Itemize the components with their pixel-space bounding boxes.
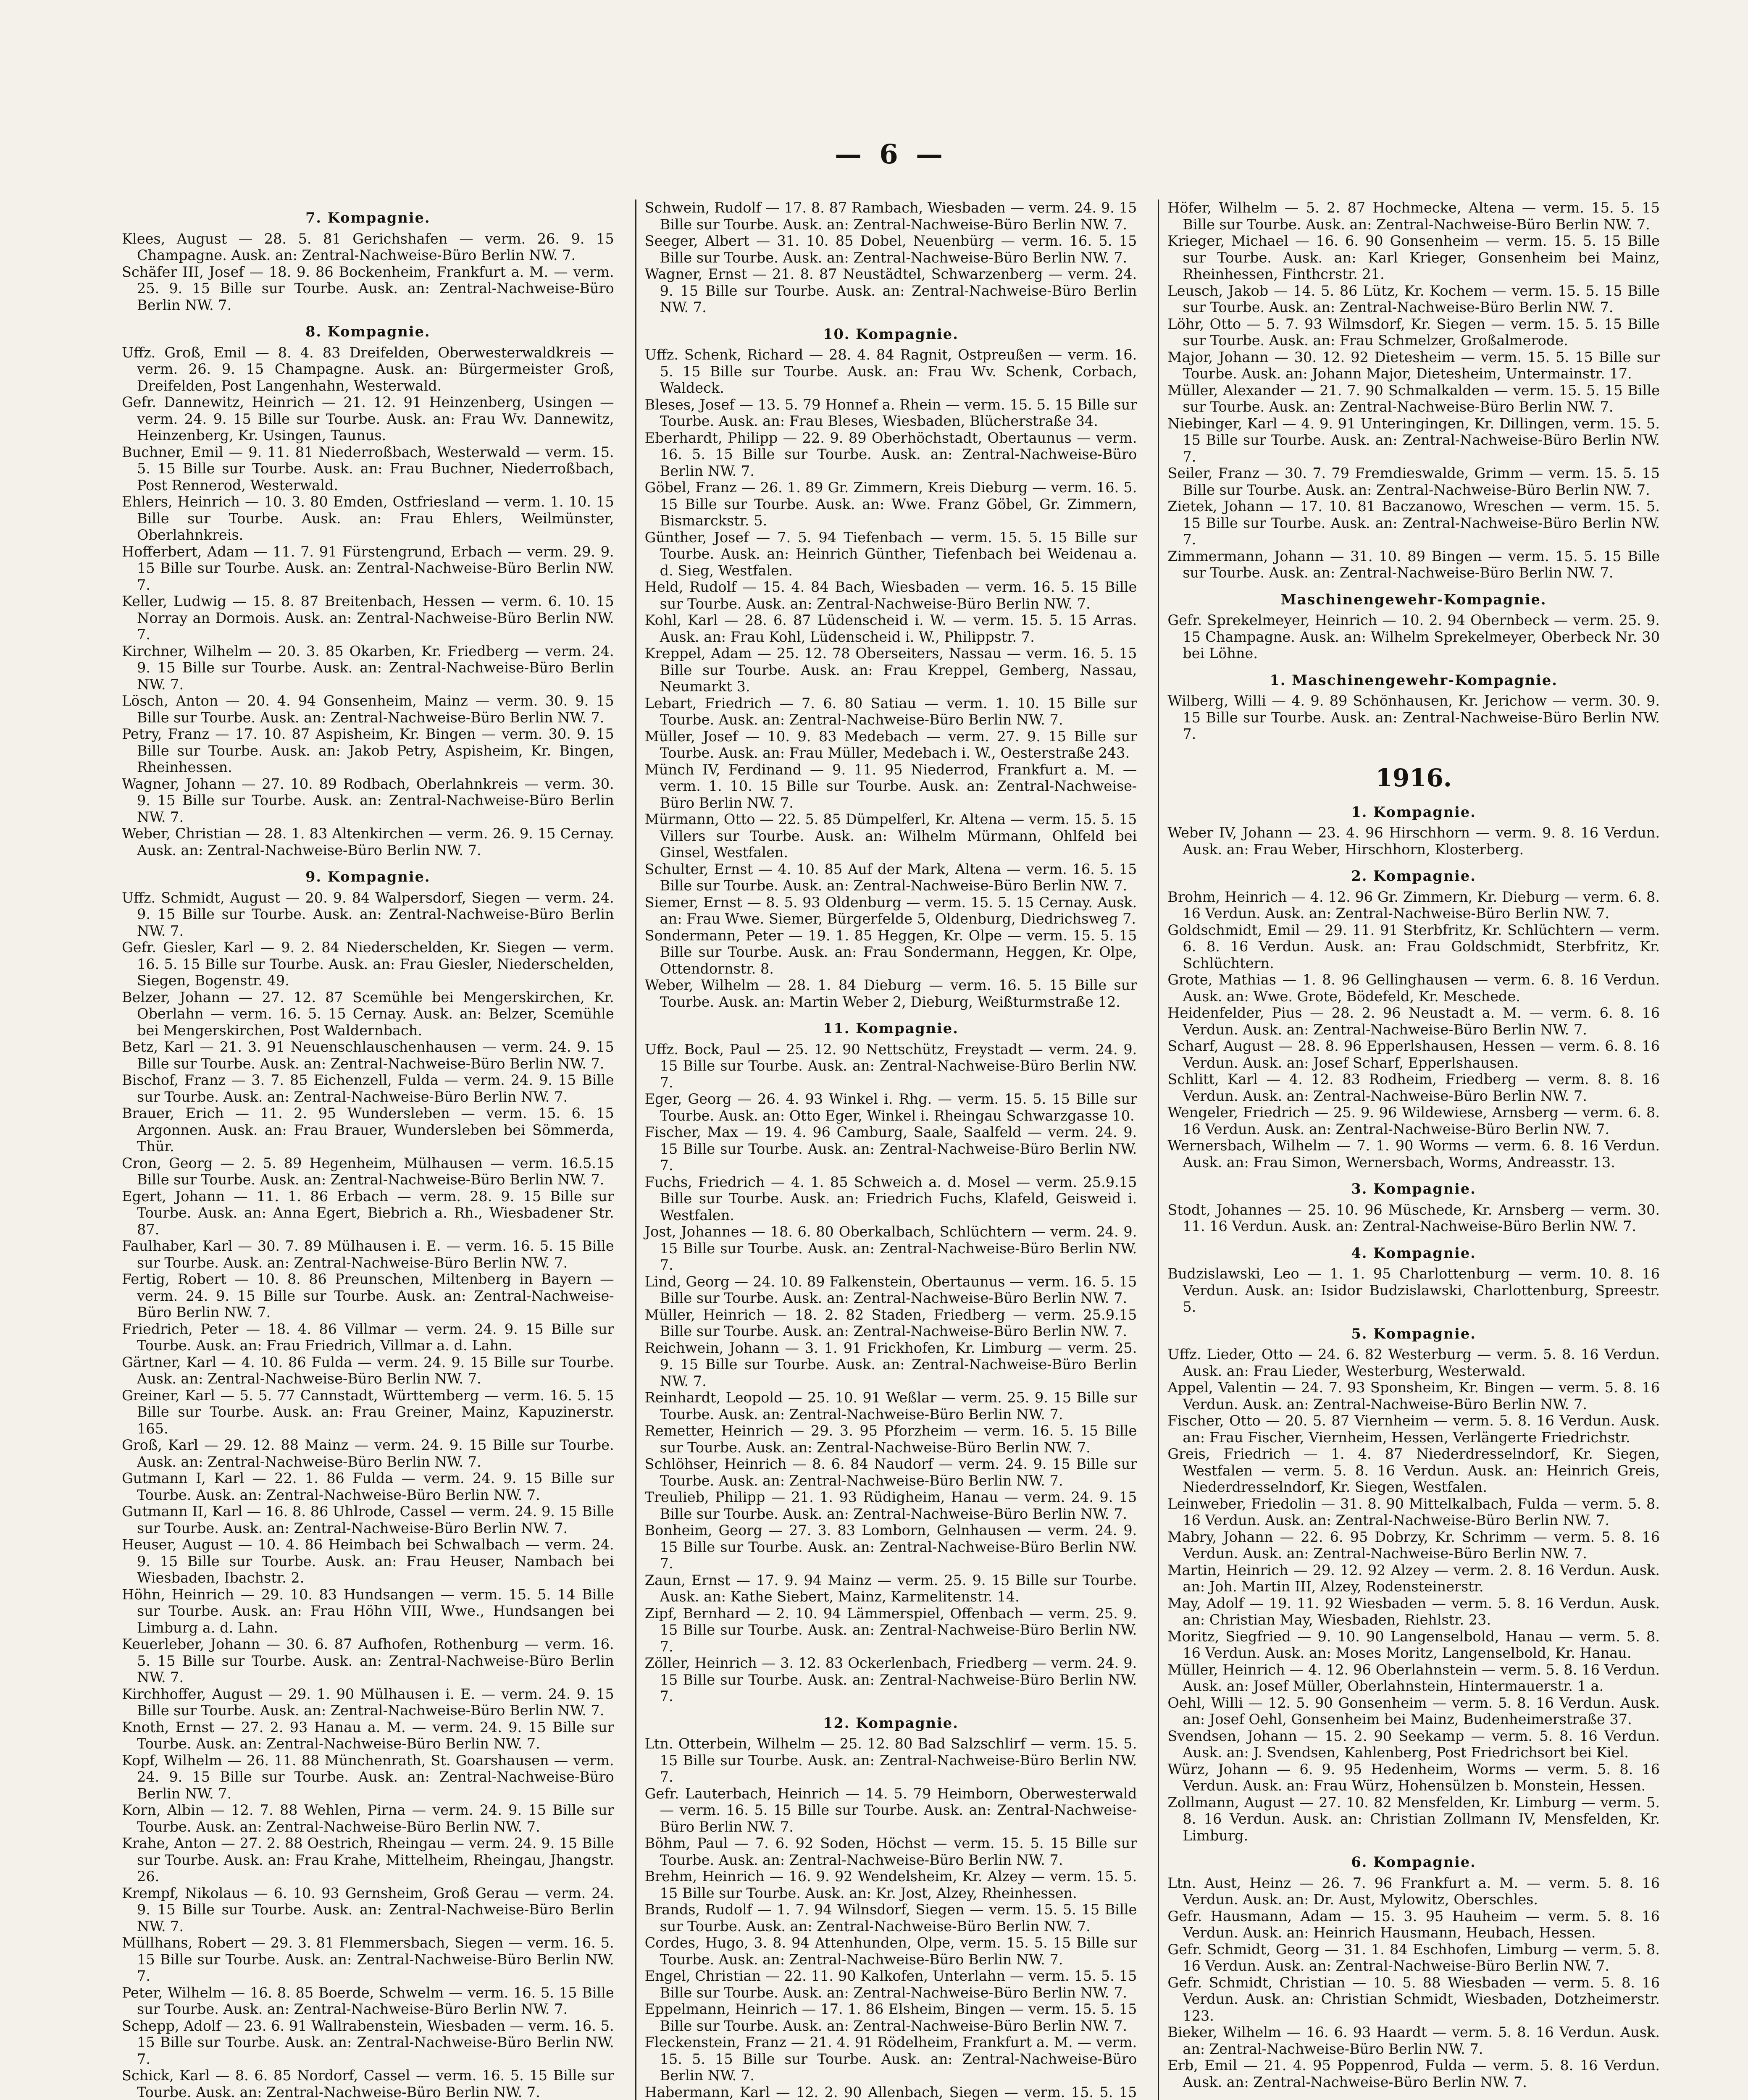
list-entry: Gefr. Schmidt, Christian — 10. 5. 88 Wiesbaden — verm. 5. 8. 16 Verdun. Ausk. an: Christian Schmidt, Wiesbaden, Dotzheimerstr. 123. <box>1167 1974 1660 2024</box>
list-entry: Fertig, Robert — 10. 8. 86 Preunschen, Miltenberg in Bayern — verm. 24. 9. 15 Bille sur Tourbe. Ausk. an: Zentral-Nachweise-Büro Berlin NW. 7. <box>122 1271 614 1320</box>
list-entry: Zietek, Johann — 17. 10. 81 Baczanowo, Wreschen — verm. 15. 5. 15 Bille sur Tourbe. Ausk. an: Zentral-Nachweise-Büro Berlin NW. 7. <box>1167 498 1660 548</box>
list-entry: Gutmann I, Karl — 22. 1. 86 Fulda — verm. 24. 9. 15 Bille sur Tourbe. Ausk. an: Zentral-Nachweise-Büro Berlin NW. 7. <box>122 1470 614 1503</box>
list-entry: Müller, Heinrich — 4. 12. 96 Oberlahnstein — verm. 5. 8. 16 Verdun. Ausk. an: Josef Müller, Oberlahnstein, Hintermauerstr. 1 a. <box>1167 1661 1660 1694</box>
page-number: — 6 — <box>834 139 947 170</box>
list-entry: Lebart, Friedrich — 7. 6. 80 Satiau — verm. 1. 10. 15 Bille sur Tourbe. Ausk. an: Zentral-Nachweise-Büro Berlin NW. 7. <box>644 695 1137 728</box>
columns-container <box>122 200 1660 2100</box>
list-entry: Svendsen, Johann — 15. 2. 90 Seekamp — verm. 5. 8. 16 Verdun. Ausk. an: J. Svendsen, Kahlenberg, Post Friedrichsort bei Kiel. <box>1167 1727 1660 1761</box>
list-entry: Egert, Johann — 11. 1. 86 Erbach — verm. 28. 9. 15 Bille sur Tourbe. Ausk. an: Anna Egert, Biebrich a. Rh., Wiesbadener Str. 87. <box>122 1188 614 1238</box>
list-entry: Erb, Emil — 21. 4. 95 Poppenrod, Fulda — verm. 5. 8. 16 Verdun. Ausk. an: Zentral-Nachweise-Büro Berlin NW. 7. <box>1167 2057 1660 2090</box>
list-entry: Leinweber, Friedolin — 31. 8. 90 Mittelkalbach, Fulda — verm. 5. 8. 16 Verdun. Ausk. an: Zentral-Nachweise-Büro Berlin NW. 7. <box>1167 1495 1660 1528</box>
list-entry: Gefr. Dannewitz, Heinrich — 21. 12. 91 Heinzenberg, Usingen — verm. 24. 9. 15 Bille sur Tourbe. Ausk. an: Frau Wv. Dannewitz, Heinzenberg, Kr. Usingen, Taunus. <box>122 394 614 444</box>
list-entry: Greiner, Karl — 5. 5. 77 Cannstadt, Württemberg — verm. 16. 5. 15 Bille sur Tourbe. Ausk. an: Frau Greiner, Mainz, Kapuzinerstr. 165. <box>122 1387 614 1437</box>
list-entry: Eberhardt, Philipp — 22. 9. 89 Oberhöchstadt, Obertaunus — verm. 16. 5. 15 Bille sur Tourbe. Ausk. an: Zentral-Nachweise-Büro Berlin NW. 7. <box>644 429 1137 479</box>
list-entry: Jost, Johannes — 18. 6. 80 Oberkalbach, Schlüchtern — verm. 24. 9. 15 Bille sur Tourbe. Ausk. an: Zentral-Nachweise-Büro Berlin NW. 7. <box>644 1223 1137 1273</box>
list-entry: Wengeler, Friedrich — 25. 9. 96 Wildewiese, Arnsberg — verm. 6. 8. 16 Verdun. Ausk. an: Zentral-Nachweise-Büro Berlin NW. 7. <box>1167 1104 1660 1137</box>
list-entry: Gefr. Schmidt, Georg — 31. 1. 84 Eschhofen, Limburg — verm. 5. 8. 16 Verdun. Ausk. an: Zentral-Nachweise-Büro Berlin NW. 7. <box>1167 1941 1660 1974</box>
list-entry: Gärtner, Karl — 4. 10. 86 Fulda — verm. 24. 9. 15 Bille sur Tourbe. Ausk. an: Zentral-Nachweise-Büro Berlin NW. 7. <box>122 1354 614 1387</box>
list-entry: Gefr. Lauterbach, Heinrich — 14. 5. 79 Heimborn, Oberwesterwald — verm. 16. 5. 15 Bille sur Tourbe. Ausk. an: Zentral-Nachweise-Büro Berlin NW. 7. <box>644 1785 1137 1835</box>
list-entry: Brands, Rudolf — 1. 7. 94 Wilnsdorf, Siegen — verm. 15. 5. 15 Bille sur Tourbe. Ausk. an: Zentral-Nachweise-Büro Berlin NW. 7. <box>644 1901 1137 1935</box>
list-entry: Moritz, Siegfried — 9. 10. 90 Langenselbold, Hanau — verm. 5. 8. 16 Verdun. Ausk. an: Moses Moritz, Langenselbold, Kr. Hanau. <box>1167 1628 1660 1661</box>
list-entry: Budzislawski, Leo — 1. 1. 95 Charlottenburg — verm. 10. 8. 16 Verdun. Ausk. an: Isidor Budzislawski, Charlottenburg, Spreestr. 5. <box>1167 1265 1660 1315</box>
list-entry: Uffz. Schmidt, August — 20. 9. 84 Walpersdorf, Siegen — verm. 24. 9. 15 Bille sur Tourbe. Ausk. an: Zentral-Nachweise-Büro Berlin NW. 7. <box>122 889 614 939</box>
list-entry: Ltn. Aust, Heinz — 26. 7. 96 Frankfurt a. M. — verm. 5. 8. 16 Verdun. Ausk. an: Dr. Aust, Mylowitz, Oberschles. <box>1167 1874 1660 1908</box>
list-entry: Brehm, Heinrich — 16. 9. 92 Wendelsheim, Kr. Alzey — verm. 15. 5. 15 Bille sur Tourbe. Ausk. an: Kr. Jost, Alzey, Rheinhessen. <box>644 1868 1137 1901</box>
list-entry: Schlöhser, Heinrich — 8. 6. 84 Naudorf — verm. 24. 9. 15 Bille sur Tourbe. Ausk. an: Zentral-Nachweise-Büro Berlin NW. 7. <box>644 1456 1137 1489</box>
list-entry: Engel, Christian — 22. 11. 90 Kalkofen, Unterlahn — verm. 15. 5. 15 Bille sur Tourbe. Ausk. an: Zentral-Nachweise-Büro Berlin NW. 7. <box>644 1968 1137 2001</box>
list-entry: Zimmermann, Johann — 31. 10. 89 Bingen — verm. 15. 5. 15 Bille sur Tourbe. Ausk. an: Zentral-Nachweise-Büro Berlin NW. 7. <box>1167 548 1660 581</box>
section-heading: 11. Kompagnie. <box>823 1020 959 1037</box>
list-entry: Fischer, Otto — 20. 5. 87 Viernheim — verm. 5. 8. 16 Verdun. Ausk. an: Frau Fischer, Viernheim, Hessen, Verlängerte Friedrichstr. <box>1167 1412 1660 1446</box>
list-entry: Gefr. Sprekelmeyer, Heinrich — 10. 2. 94 Obernbeck — verm. 25. 9. 15 Champagne. Ausk. an: Wilhelm Sprekelmeyer, Oberbeck Nr. 30 bei Löhne. <box>1167 612 1660 662</box>
list-entry: Grote, Mathias — 1. 8. 96 Gellinghausen — verm. 6. 8. 16 Verdun. Ausk. an: Wwe. Grote, Bödefeld, Kr. Meschede. <box>1167 971 1660 1005</box>
list-entry: Göbel, Franz — 26. 1. 89 Gr. Zimmern, Kreis Dieburg — verm. 16. 5. 15 Bille sur Tourbe. Ausk. an: Wwe. Franz Göbel, Gr. Zimmern, Bismarckstr. 5. <box>644 479 1137 529</box>
list-entry: Stodt, Johannes — 25. 10. 96 Müschede, Kr. Arnsberg — verm. 30. 11. 16 Verdun. Ausk. an: Zentral-Nachweise-Büro Berlin NW. 7. <box>1167 1201 1660 1234</box>
list-entry: Brauer, Erich — 11. 2. 95 Wundersleben — verm. 15. 6. 15 Argonnen. Ausk. an: Frau Brauer, Wundersleben bei Sömmerda, Thür. <box>122 1105 614 1155</box>
section-heading: 1. Kompagnie. <box>1351 803 1476 820</box>
list-entry: Friedrich, Peter — 18. 4. 86 Villmar — verm. 24. 9. 15 Bille sur Tourbe. Ausk. an: Frau Friedrich, Villmar a. d. Lahn. <box>122 1320 614 1354</box>
year-heading: 1916. <box>1375 763 1452 792</box>
section-heading: 5. Kompagnie. <box>1351 1325 1476 1342</box>
column-left <box>122 200 614 2100</box>
list-entry: Kopf, Wilhelm — 26. 11. 88 Münchenrath, St. Goarshausen — verm. 24. 9. 15 Bille sur Tourbe. Ausk. an: Zentral-Nachweise-Büro Berlin NW. 7. <box>122 1752 614 1802</box>
section-heading: 1. Maschinengewehr-Kompagnie. <box>1270 672 1558 688</box>
list-entry: Zollmann, August — 27. 10. 82 Mensfelden, Kr. Limburg — verm. 5. 8. 16 Verdun. Ausk. an: Christian Zollmann IV, Mensfelden, Kr. Limburg. <box>1167 1794 1660 1844</box>
list-entry: Müller, Josef — 10. 9. 83 Medebach — verm. 27. 9. 15 Bille sur Tourbe. Ausk. an: Frau Müller, Medebach i. W., Oesterstraße 243. <box>644 728 1137 761</box>
list-entry: Niebinger, Karl — 4. 9. 91 Unteringingen, Kr. Dillingen, verm. 15. 5. 15 Bille sur Tourbe. Ausk. an: Zentral-Nachweise-Büro Berlin NW. 7. <box>1167 415 1660 465</box>
list-entry: Mürmann, Otto — 22. 5. 85 Dümpelferl, Kr. Altena — verm. 15. 5. 15 Villers sur Tourbe. Ausk. an: Wilhelm Mürmann, Ohlfeld bei Ginsel, Westfalen. <box>644 811 1137 861</box>
list-entry: Petry, Franz — 17. 10. 87 Aspisheim, Kr. Bingen — verm. 30. 9. 15 Bille sur Tourbe. Ausk. an: Jakob Petry, Aspisheim, Kr. Bingen, Rheinhessen. <box>122 726 614 775</box>
list-entry: Fuchs, Friedrich — 4. 1. 85 Schweich a. d. Mosel — verm. 25.9.15 Bille sur Tourbe. Ausk. an: Friedrich Fuchs, Klafeld, Geisweid i. Westfalen. <box>644 1173 1137 1223</box>
section-heading: 12. Kompagnie. <box>823 1714 959 1731</box>
list-entry: Belzer, Johann — 27. 12. 87 Scemühle bei Mengerskirchen, Kr. Oberlahn — verm. 16. 5. 15 Cernay. Ausk. an: Belzer, Scemühle bei Mengerskirchen, Post Waldernbach. <box>122 989 614 1039</box>
list-entry: Münch IV, Ferdinand — 9. 11. 95 Niederrod, Frankfurt a. M. — verm. 1. 10. 15 Bille sur Tourbe. Ausk. an: Zentral-Nachweise-Büro Berlin NW. 7. <box>644 761 1137 811</box>
list-entry: Goldschmidt, Emil — 29. 11. 91 Sterbfritz, Kr. Schlüchtern — verm. 6. 8. 16 Verdun. Ausk. an: Frau Goldschmidt, Sterbfritz, Kr. Schlüchtern. <box>1167 921 1660 971</box>
list-entry: Weber IV, Johann — 23. 4. 96 Hirschhorn — verm. 9. 8. 16 Verdun. Ausk. an: Frau Weber, Hirschhorn, Klosterberg. <box>1167 824 1660 858</box>
list-entry: Major, Johann — 30. 12. 92 Dietesheim — verm. 15. 5. 15 Bille sur Tourbe. Ausk. an: Johann Major, Dietesheim, Untermainstr. 17. <box>1167 349 1660 382</box>
list-entry: Remetter, Heinrich — 29. 3. 95 Pforzheim — verm. 16. 5. 15 Bille sur Tourbe. Ausk. an: Zentral-Nachweise-Büro Berlin NW. 7. <box>644 1423 1137 1456</box>
list-entry: Greis, Friedrich — 1. 4. 87 Niederdresselndorf, Kr. Siegen, Westfalen — verm. 5. 8. 16 Verdun. Ausk. an: Heinrich Greis, Niederdresselndorf, Kr. Siegen, Westfalen. <box>1167 1446 1660 1495</box>
list-entry: Zaun, Ernst — 17. 9. 94 Mainz — verm. 25. 9. 15 Bille sur Tourbe. Ausk. an: Kathe Siebert, Mainz, Karmelitenstr. 14. <box>644 1572 1137 1605</box>
list-entry: Müllhans, Robert — 29. 3. 81 Flemmersbach, Siegen — verm. 16. 5. 15 Bille sur Tourbe. Ausk. an: Zentral-Nachweise-Büro Berlin NW. 7. <box>122 1935 614 1984</box>
list-entry: Bischof, Franz — 3. 7. 85 Eichenzell, Fulda — verm. 24. 9. 15 Bille sur Tourbe. Ausk. an: Zentral-Nachweise-Büro Berlin NW. 7. <box>122 1072 614 1105</box>
list-entry: Scharf, August — 28. 8. 96 Epperlshausen, Hessen — verm. 6. 8. 16 Verdun. Ausk. an: Josef Scharf, Epperlshausen. <box>1167 1038 1660 1071</box>
list-entry: Höhn, Heinrich — 29. 10. 83 Hundsangen — verm. 15. 5. 14 Bille sur Tourbe. Ausk. an: Frau Höhn VIII, Wwe., Hundsangen bei Limburg a. d. Lahn. <box>122 1586 614 1636</box>
list-entry: Würz, Johann — 6. 9. 95 Hedenheim, Worms — verm. 5. 8. 16 Verdun. Ausk. an: Frau Würz, Hohensülzen b. Monstein, Hessen. <box>1167 1761 1660 1794</box>
section-heading: 2. Kompagnie. <box>1351 868 1476 884</box>
column-right <box>1158 200 1660 2100</box>
list-entry: Gefr. Hausmann, Adam — 15. 3. 95 Hauheim — verm. 5. 8. 16 Verdun. Ausk. an: Heinrich Hausmann, Heubach, Hessen. <box>1167 1908 1660 1941</box>
list-entry: Löhr, Otto — 5. 7. 93 Wilmsdorf, Kr. Siegen — verm. 15. 5. 15 Bille sur Tourbe. Ausk. an: Frau Schmelzer, Großalmerode. <box>1167 315 1660 349</box>
list-entry: Heuser, August — 10. 4. 86 Heimbach bei Schwalbach — verm. 24. 9. 15 Bille sur Tourbe. Ausk. an: Frau Heuser, Nambach bei Wiesbaden, Ibachstr. 2. <box>122 1536 614 1586</box>
list-entry: Wernersbach, Wilhelm — 7. 1. 90 Worms — verm. 6. 8. 16 Verdun. Ausk. an: Frau Simon, Wernersbach, Worms, Andreasstr. 13. <box>1167 1137 1660 1171</box>
list-entry: Klees, August — 28. 5. 81 Gerichshafen — verm. 26. 9. 15 Champagne. Ausk. an: Zentral-Nachweise-Büro Berlin NW. 7. <box>122 230 614 263</box>
list-entry: Bleses, Josef — 13. 5. 79 Honnef a. Rhein — verm. 15. 5. 15 Bille sur Tourbe. Ausk. an: Frau Bleses, Wiesbaden, Blücherstraße 34. <box>644 396 1137 429</box>
list-entry: Faulhaber, Karl — 30. 7. 89 Mülhausen i. E. — verm. 16. 5. 15 Bille sur Tourbe. Ausk. an: Zentral-Nachweise-Büro Berlin NW. 7. <box>122 1238 614 1271</box>
list-entry: Hofferbert, Adam — 11. 7. 91 Fürstengrund, Erbach — verm. 29. 9. 15 Bille sur Tourbe. Ausk. an: Zentral-Nachweise-Büro Berlin NW. 7. <box>122 543 614 593</box>
column-middle <box>635 200 1137 2100</box>
section-heading: 7. Kompagnie. <box>305 210 431 226</box>
list-entry: Schäfer III, Josef — 18. 9. 86 Bockenheim, Frankfurt a. M. — verm. 25. 9. 15 Bille sur Tourbe. Ausk. an: Zentral-Nachweise-Büro Berlin NW. 7. <box>122 263 614 313</box>
list-entry: Seeger, Albert — 31. 10. 85 Dobel, Neuenbürg — verm. 16. 5. 15 Bille sur Tourbe. Ausk. an: Zentral-Nachweise-Büro Berlin NW. 7. <box>644 233 1137 266</box>
list-entry: Kreppel, Adam — 25. 12. 78 Oberseiters, Nassau — verm. 16. 5. 15 Bille sur Tourbe. Ausk. an: Frau Kreppel, Gemberg, Nassau, Neumarkt 3. <box>644 645 1137 695</box>
list-entry: Böhm, Paul — 7. 6. 92 Soden, Höchst — verm. 15. 5. 15 Bille sur Tourbe. Ausk. an: Zentral-Nachweise-Büro Berlin NW. 7. <box>644 1835 1137 1868</box>
list-entry: Siemer, Ernst — 8. 5. 93 Oldenburg — verm. 15. 5. 15 Cernay. Ausk. an: Frau Wwe. Siemer, Bürgerfelde 5, Oldenburg, Diedrichsweg 7. <box>644 894 1137 927</box>
list-entry: Wagner, Johann — 27. 10. 89 Rodbach, Oberlahnkreis — verm. 30. 9. 15 Bille sur Tourbe. Ausk. an: Zentral-Nachweise-Büro Berlin NW. 7. <box>122 775 614 825</box>
list-entry: Appel, Valentin — 24. 7. 93 Sponsheim, Kr. Bingen — verm. 5. 8. 16 Verdun. Ausk. an: Zentral-Nachweise-Büro Berlin NW. 7. <box>1167 1379 1660 1412</box>
list-entry: Betz, Karl — 21. 3. 91 Neuenschlauschenhausen — verm. 24. 9. 15 Bille sur Tourbe. Ausk. an: Zentral-Nachweise-Büro Berlin NW. 7. <box>122 1039 614 1072</box>
list-entry: Brohm, Heinrich — 4. 12. 96 Gr. Zimmern, Kr. Dieburg — verm. 6. 8. 16 Verdun. Ausk. an: Zentral-Nachweise-Büro Berlin NW. 7. <box>1167 888 1660 921</box>
section-heading: Maschinengewehr-Kompagnie. <box>1280 591 1547 608</box>
list-entry: Weber, Wilhelm — 28. 1. 84 Dieburg — verm. 16. 5. 15 Bille sur Tourbe. Ausk. an: Martin Weber 2, Dieburg, Weißturmstraße 12. <box>644 977 1137 1010</box>
list-entry: Cordes, Hugo, 3. 8. 94 Attenhunden, Olpe, verm. 15. 5. 15 Bille sur Tourbe. Ausk. an: Zentral-Nachweise-Büro Berlin NW. 7. <box>644 1935 1137 1968</box>
list-entry: Reichwein, Johann — 3. 1. 91 Frickhofen, Kr. Limburg — verm. 25. 9. 15 Bille sur Tourbe. Ausk. an: Zentral-Nachweise-Büro Berlin NW. 7. <box>644 1339 1137 1389</box>
section-heading: 6. Kompagnie. <box>1351 1854 1476 1870</box>
list-entry: Kohl, Karl — 28. 6. 87 Lüdenscheid i. W. — verm. 15. 5. 15 Arras. Ausk. an: Frau Kohl, Lüdenscheid i. W., Philippstr. 7. <box>644 612 1137 645</box>
list-entry: Ehlers, Heinrich — 10. 3. 80 Emden, Ostfriesland — verm. 1. 10. 15 Bille sur Tourbe. Ausk. an: Frau Ehlers, Weilmünster, Oberlahnkreis. <box>122 494 614 543</box>
list-entry: Lösch, Anton — 20. 4. 94 Gonsenheim, Mainz — verm. 30. 9. 15 Bille sur Tourbe. Ausk. an: Zentral-Nachweise-Büro Berlin NW. 7. <box>122 693 614 726</box>
list-entry: Martin, Heinrich — 29. 12. 92 Alzey — verm. 2. 8. 16 Verdun. Ausk. an: Joh. Martin III, Alzey, Rodensteinerstr. <box>1167 1562 1660 1595</box>
list-entry: Knoth, Ernst — 27. 2. 93 Hanau a. M. — verm. 24. 9. 15 Bille sur Tourbe. Ausk. an: Zentral-Nachweise-Büro Berlin NW. 7. <box>122 1719 614 1752</box>
list-entry: Held, Rudolf — 15. 4. 84 Bach, Wiesbaden — verm. 16. 5. 15 Bille sur Tourbe. Ausk. an: Zentral-Nachweise-Büro Berlin NW. 7. <box>644 579 1137 612</box>
list-entry: Peter, Wilhelm — 16. 8. 85 Boerde, Schwelm — verm. 16. 5. 15 Bille sur Tourbe. Ausk. an: Zentral-Nachweise-Büro Berlin NW. 7. <box>122 1984 614 2017</box>
list-entry: Reinhardt, Leopold — 25. 10. 91 Weßlar — verm. 25. 9. 15 Bille sur Tourbe. Ausk. an: Zentral-Nachweise-Büro Berlin NW. 7. <box>644 1389 1137 1423</box>
list-entry: Lind, Georg — 24. 10. 89 Falkenstein, Obertaunus — verm. 16. 5. 15 Bille sur Tourbe. Ausk. an: Zentral-Nachweise-Büro Berlin NW. 7. <box>644 1273 1137 1306</box>
list-entry: Schulter, Ernst — 4. 10. 85 Auf der Mark, Altena — verm. 16. 5. 15 Bille sur Tourbe. Ausk. an: Zentral-Nachweise-Büro Berlin NW. 7. <box>644 861 1137 894</box>
list-entry: May, Adolf — 19. 11. 92 Wiesbaden — verm. 5. 8. 16 Verdun. Ausk. an: Christian May, Wiesbaden, Riehlstr. 23. <box>1167 1595 1660 1628</box>
section-heading: 4. Kompagnie. <box>1351 1244 1476 1261</box>
list-entry: Heidenfelder, Pius — 28. 2. 96 Neustadt a. M. — verm. 6. 8. 16 Verdun. Ausk. an: Zentral-Nachweise-Büro Berlin NW. 7. <box>1167 1005 1660 1038</box>
section-heading: 3. Kompagnie. <box>1351 1181 1476 1197</box>
list-entry: Leusch, Jakob — 14. 5. 86 Lütz, Kr. Kochem — verm. 15. 5. 15 Bille sur Tourbe. Ausk. an: Zentral-Nachweise-Büro Berlin NW. 7. <box>1167 282 1660 315</box>
list-entry: Eppelmann, Heinrich — 17. 1. 86 Elsheim, Bingen — verm. 15. 5. 15 Bille sur Tourbe. Ausk. an: Zentral-Nachweise-Büro Berlin NW. 7. <box>644 2001 1137 2034</box>
list-entry: Uffz. Bock, Paul — 25. 12. 90 Nettschütz, Freystadt — verm. 24. 9. 15 Bille sur Tourbe. Ausk. an: Zentral-Nachweise-Büro Berlin NW. 7. <box>644 1041 1137 1091</box>
list-entry: Treulieb, Philipp — 21. 1. 93 Rüdigheim, Hanau — verm. 24. 9. 15 Bille sur Tourbe. Ausk. an: Zentral-Nachweise-Büro Berlin NW. 7. <box>644 1489 1137 1522</box>
list-entry: Schick, Karl — 8. 6. 85 Nordorf, Cassel — verm. 16. 5. 15 Bille sur Tourbe. Ausk. an: Zentral-Nachweise-Büro Berlin NW. 7. <box>122 2067 614 2100</box>
list-entry: Schwein, Rudolf — 17. 8. 87 Rambach, Wiesbaden — verm. 24. 9. 15 Bille sur Tourbe. Ausk. an: Zentral-Nachweise-Büro Berlin NW. 7. <box>644 200 1137 233</box>
list-entry: Uffz. Groß, Emil — 8. 4. 83 Dreifelden, Oberwesterwaldkreis — verm. 26. 9. 15 Champagne. Ausk. an: Bürgermeister Groß, Dreifelden, Post Langenhahn, Westerwald. <box>122 344 614 394</box>
list-entry: Zöller, Heinrich — 3. 12. 83 Ockerlenbach, Friedberg — verm. 24. 9. 15 Bille sur Tourbe. Ausk. an: Zentral-Nachweise-Büro Berlin NW. 7. <box>644 1655 1137 1704</box>
list-entry: Oehl, Willi — 12. 5. 90 Gonsenheim — verm. 5. 8. 16 Verdun. Ausk. an: Josef Oehl, Gonsenheim bei Mainz, Budenheimerstraße 37. <box>1167 1694 1660 1727</box>
list-entry: Höfer, Wilhelm — 5. 2. 87 Hochmecke, Altena — verm. 15. 5. 15 Bille sur Tourbe. Ausk. an: Zentral-Nachweise-Büro Berlin NW. 7. <box>1167 200 1660 233</box>
list-entry: Gutmann II, Karl — 16. 8. 86 Uhlrode, Cassel — verm. 24. 9. 15 Bille sur Tourbe. Ausk. an: Zentral-Nachweise-Büro Berlin NW. 7. <box>122 1503 614 1536</box>
list-entry: Weber, Christian — 28. 1. 83 Altenkirchen — verm. 26. 9. 15 Cernay. Ausk. an: Zentral-Nachweise-Büro Berlin NW. 7. <box>122 825 614 858</box>
list-entry: Gefr. Giesler, Karl — 9. 2. 84 Niederschelden, Kr. Siegen — verm. 16. 5. 15 Bille sur Tourbe. Ausk. an: Frau Giesler, Niederschelden, Siegen, Bogenstr. 49. <box>122 939 614 989</box>
list-entry: Krieger, Michael — 16. 6. 90 Gonsenheim — verm. 15. 5. 15 Bille sur Tourbe. Ausk. an: Karl Krieger, Gonsenheim bei Mainz, Rheinhessen, Finthcrstr. 21. <box>1167 233 1660 282</box>
list-entry: Uffz. Schenk, Richard — 28. 4. 84 Ragnit, Ostpreußen — verm. 16. 5. 15 Bille sur Tourbe. Ausk. an: Frau Wv. Schenk, Corbach, Waldeck. <box>644 346 1137 396</box>
list-entry: Mabry, Johann — 22. 6. 95 Dobrzy, Kr. Schrimm — verm. 5. 8. 16 Verdun. Ausk. an: Zentral-Nachweise-Büro Berlin NW. 7. <box>1167 1528 1660 1562</box>
list-entry: Zipf, Bernhard — 2. 10. 94 Lämmerspiel, Offenbach — verm. 25. 9. 15 Bille sur Tourbe. Ausk. an: Zentral-Nachweise-Büro Berlin NW. 7. <box>644 1605 1137 1655</box>
list-entry: Sondermann, Peter — 19. 1. 85 Heggen, Kr. Olpe — verm. 15. 5. 15 Bille sur Tourbe. Ausk. an: Frau Sondermann, Heggen, Kr. Olpe, Ottendornstr. 8. <box>644 927 1137 977</box>
list-entry: Fischer, Max — 19. 4. 96 Camburg, Saale, Saalfeld — verm. 24. 9. 15 Bille sur Tourbe. Ausk. an: Zentral-Nachweise-Büro Berlin NW. 7. <box>644 1124 1137 1173</box>
list-entry: Keuerleber, Johann — 30. 6. 87 Aufhofen, Rothenburg — verm. 16. 5. 15 Bille sur Tourbe. Ausk. an: Zentral-Nachweise-Büro Berlin NW. 7. <box>122 1636 614 1685</box>
list-entry: Schepp, Adolf — 23. 6. 91 Wallrabenstein, Wiesbaden — verm. 16. 5. 15 Bille sur Tourbe. Ausk. an: Zentral-Nachweise-Büro Berlin NW. 7. <box>122 2017 614 2067</box>
list-entry: Habermann, Karl — 12. 2. 90 Allenbach, Siegen — verm. 15. 5. 15 <box>644 2084 1137 2100</box>
list-entry: Groß, Karl — 29. 12. 88 Mainz — verm. 24. 9. 15 Bille sur Tourbe. Ausk. an: Zentral-Nachweise-Büro Berlin NW. 7. <box>122 1437 614 1470</box>
list-entry: Müller, Heinrich — 18. 2. 82 Staden, Friedberg — verm. 25.9.15 Bille sur Tourbe. Ausk. an: Zentral-Nachweise-Büro Berlin NW. 7. <box>644 1306 1137 1339</box>
section-heading: 9. Kompagnie. <box>305 869 431 885</box>
list-entry: Schlitt, Karl — 4. 12. 83 Rodheim, Friedberg — verm. 8. 8. 16 Verdun. Ausk. an: Zentral-Nachweise-Büro Berlin NW. 7. <box>1167 1071 1660 1104</box>
list-entry: Bieker, Wilhelm — 16. 6. 93 Haardt — verm. 5. 8. 16 Verdun. Ausk. an: Zentral-Nachweise-Büro Berlin NW. 7. <box>1167 2024 1660 2057</box>
list-entry: Günther, Josef — 7. 5. 94 Tiefenbach — verm. 15. 5. 15 Bille sur Tourbe. Ausk. an: Heinrich Günther, Tiefenbach bei Weidenau a. d. Sieg, Westfalen. <box>644 529 1137 579</box>
list-entry: Cron, Georg — 2. 5. 89 Hegenheim, Mülhausen — verm. 16.5.15 Bille sur Tourbe. Ausk. an: Zentral-Nachweise-Büro Berlin NW. 7. <box>122 1155 614 1188</box>
list-entry: Wagner, Ernst — 21. 8. 87 Neustädtel, Schwarzenberg — verm. 24. 9. 15 Bille sur Tourbe. Ausk. an: Zentral-Nachweise-Büro Berlin NW. 7. <box>644 266 1137 315</box>
section-heading: 8. Kompagnie. <box>305 323 431 340</box>
list-entry: Bonheim, Georg — 27. 3. 83 Lomborn, Gelnhausen — verm. 24. 9. 15 Bille sur Tourbe. Ausk. an: Zentral-Nachweise-Büro Berlin NW. 7. <box>644 1522 1137 1572</box>
list-entry: Müller, Alexander — 21. 7. 90 Schmalkalden — verm. 15. 5. 15 Bille sur Tourbe. Ausk. an: Zentral-Nachweise-Büro Berlin NW. 7. <box>1167 382 1660 415</box>
list-entry: Buchner, Emil — 9. 11. 81 Niederroßbach, Westerwald — verm. 15. 5. 15 Bille sur Tourbe. Ausk. an: Frau Buchner, Niederroßbach, Post Rennerod, Westerwald. <box>122 444 614 494</box>
section-heading: 10. Kompagnie. <box>823 326 959 342</box>
list-entry: Kirchhoffer, August — 29. 1. 90 Mülhausen i. E. — verm. 24. 9. 15 Bille sur Tourbe. Ausk. an: Zentral-Nachweise-Büro Berlin NW. 7. <box>122 1685 614 1719</box>
list-entry: Eger, Georg — 26. 4. 93 Winkel i. Rhg. — verm. 15. 5. 15 Bille sur Tourbe. Ausk. an: Otto Eger, Winkel i. Rheingau Schwarzgasse 10. <box>644 1091 1137 1124</box>
list-entry: Wilberg, Willi — 4. 9. 89 Schönhausen, Kr. Jerichow — verm. 30. 9. 15 Bille sur Tourbe. Ausk. an: Zentral-Nachweise-Büro Berlin NW. 7. <box>1167 693 1660 742</box>
list-entry: Uffz. Lieder, Otto — 24. 6. 82 Westerburg — verm. 5. 8. 16 Verdun. Ausk. an: Frau Lieder, Westerburg, Westerwald. <box>1167 1346 1660 1379</box>
list-entry: Ltn. Otterbein, Wilhelm — 25. 12. 80 Bad Salzschlirf — verm. 15. 5. 15 Bille sur Tourbe. Ausk. an: Zentral-Nachweise-Büro Berlin NW. 7. <box>644 1735 1137 1785</box>
list-entry: Seiler, Franz — 30. 7. 79 Fremdieswalde, Grimm — verm. 15. 5. 15 Bille sur Tourbe. Ausk. an: Zentral-Nachweise-Büro Berlin NW. 7. <box>1167 465 1660 498</box>
list-entry: Krahe, Anton — 27. 2. 88 Oestrich, Rheingau — verm. 24. 9. 15 Bille sur Tourbe. Ausk. an: Frau Krahe, Mittelheim, Rheingau, Jhangstr. 26. <box>122 1835 614 1885</box>
list-entry: Krempf, Nikolaus — 6. 10. 93 Gernsheim, Groß Gerau — verm. 24. 9. 15 Bille sur Tourbe. Ausk. an: Zentral-Nachweise-Büro Berlin NW. 7. <box>122 1885 614 1935</box>
list-entry: Kirchner, Wilhelm — 20. 3. 85 Okarben, Kr. Friedberg — verm. 24. 9. 15 Bille sur Tourbe. Ausk. an: Zentral-Nachweise-Büro Berlin NW. 7. <box>122 643 614 693</box>
list-entry: Keller, Ludwig — 15. 8. 87 Breitenbach, Hessen — verm. 6. 10. 15 Norray an Dormois. Ausk. an: Zentral-Nachweise-Büro Berlin NW. 7. <box>122 593 614 643</box>
list-entry: Korn, Albin — 12. 7. 88 Wehlen, Pirna — verm. 24. 9. 15 Bille sur Tourbe. Ausk. an: Zentral-Nachweise-Büro Berlin NW. 7. <box>122 1802 614 1835</box>
list-entry: Fleckenstein, Franz — 21. 4. 91 Rödelheim, Frankfurt a. M. — verm. 15. 5. 15 Bille sur Tourbe. Ausk. an: Zentral-Nachweise-Büro Berlin NW. 7. <box>644 2034 1137 2084</box>
